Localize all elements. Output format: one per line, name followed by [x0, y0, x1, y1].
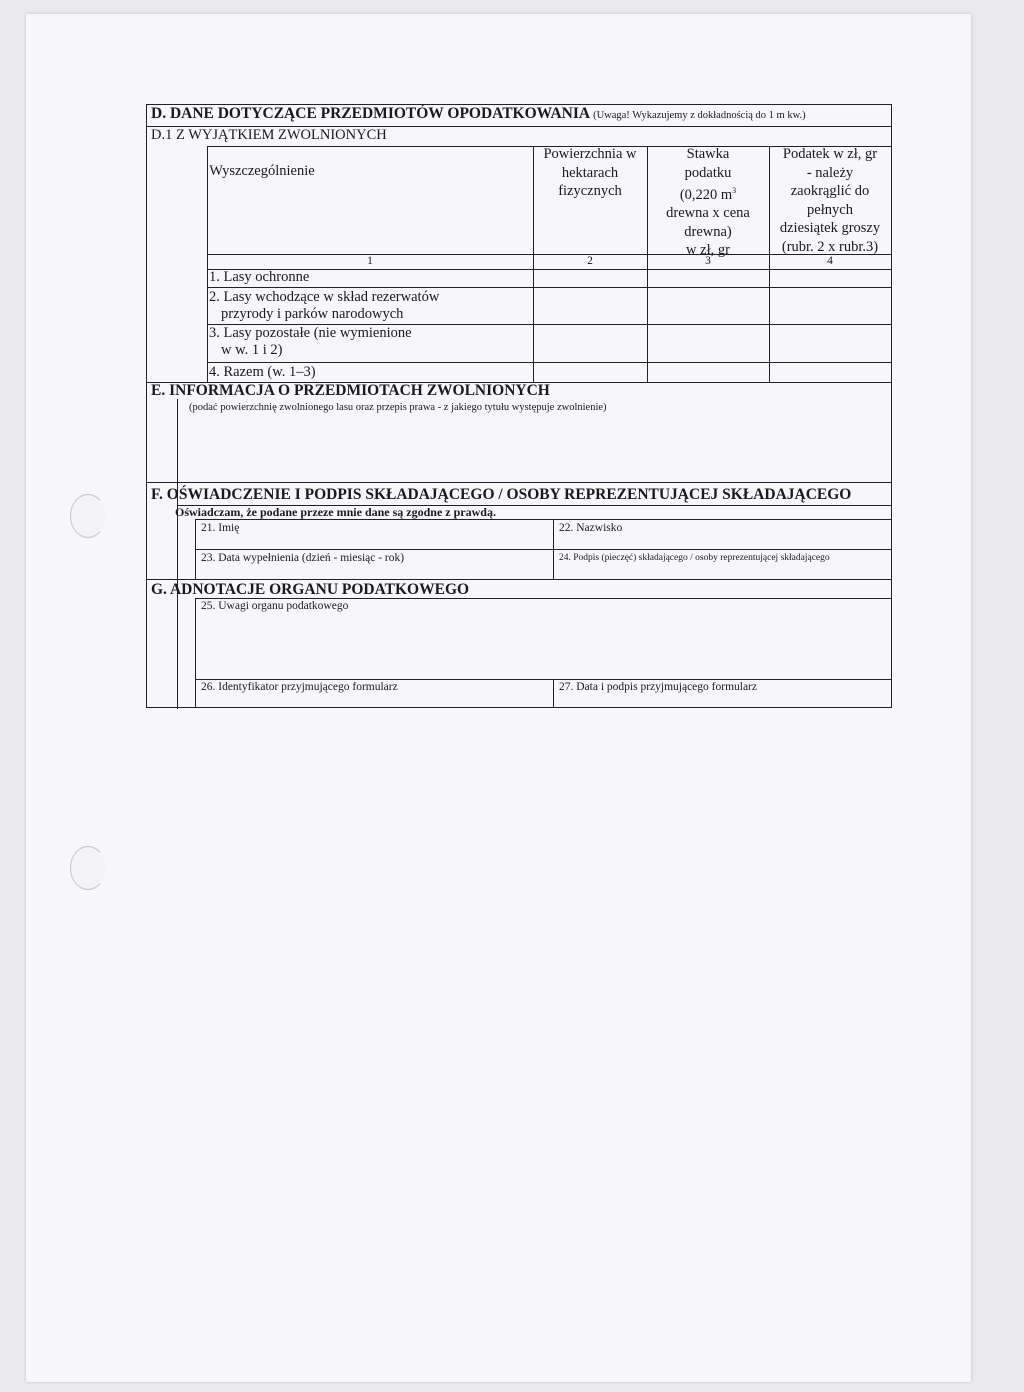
declaration-statement: Oświadczam, że podane przeze mnie dane są zgodne z prawdą.: [175, 505, 496, 519]
area-input-row-2[interactable]: [534, 288, 646, 323]
rate-header-superscript: 3: [732, 186, 737, 195]
authority-remarks-label: 25. Uwagi organu podatkowego: [201, 600, 349, 612]
column-number-2: 2: [587, 255, 593, 267]
table-row-label: 3. Lasy pozostałe (nie wymienione: [209, 325, 412, 341]
tax-input-row-3[interactable]: [770, 325, 890, 361]
column-header-tax: Podatek w zł, gr - należy zaokrąglić do pełnych dziesiątek groszy (rubr. 2 x rubr.3): [779, 146, 881, 255]
section-e-note: (podać powierzchnię zwolnionego lasu oraz przepis prawa - z jakiego tytułu występuje zwolnienie): [189, 402, 607, 413]
section-d-title: D. DANE DOTYCZĄCE PRZEDMIOTÓW OPODATKOWANIA: [151, 105, 590, 122]
column-header-area: Powierzchnia w hektarach fizycznych: [543, 146, 637, 199]
tax-form: [146, 104, 892, 708]
signature-field[interactable]: [555, 565, 889, 578]
tax-input-row-2[interactable]: [770, 288, 890, 323]
tax-input-total[interactable]: [770, 363, 890, 381]
last-name-label: 22. Nazwisko: [559, 522, 623, 534]
rate-header-part-b: drewna x cena drewna) w zł, gr: [666, 205, 750, 259]
rate-input-total[interactable]: [648, 363, 768, 381]
column-number-1: 1: [367, 255, 373, 267]
area-input-row-3[interactable]: [534, 325, 646, 361]
column-header-rate: [647, 145, 769, 260]
column-header-description: Wyszczególnienie: [209, 163, 315, 179]
authority-remarks-field[interactable]: [197, 615, 889, 677]
rate-input-row-2[interactable]: [648, 288, 768, 323]
last-name-field[interactable]: [555, 536, 889, 548]
rate-header-part-a: Stawka podatku (0,220 m: [679, 146, 733, 203]
tax-input-row-1[interactable]: [770, 270, 890, 286]
section-d-header: [151, 105, 806, 123]
receipt-date-label: 27. Data i podpis przyjmującego formularz: [559, 681, 757, 693]
punch-hole: [70, 494, 106, 538]
signature-label: 24. Podpis (pieczęć) składającego / osoby reprezentującej składającego: [559, 553, 830, 563]
first-name-field[interactable]: [197, 536, 551, 548]
punch-hole: [70, 846, 106, 890]
fill-date-label: 23. Data wypełnienia (dzień - miesiąc - rok): [201, 552, 405, 564]
area-input-total[interactable]: [534, 363, 646, 381]
column-number-4: 4: [827, 255, 833, 267]
receiver-id-label: 26. Identyfikator przyjmującego formularz: [201, 681, 398, 693]
section-d1-title: D.1 Z WYJĄTKIEM ZWOLNIONYCH: [151, 127, 387, 143]
table-row-label: 1. Lasy ochronne: [209, 269, 310, 285]
section-d-note: (Uwaga! Wykazujemy z dokładnością do 1 m kw.): [593, 110, 806, 121]
column-number-3: 3: [705, 255, 711, 267]
table-row-label-cont: w w. 1 i 2): [221, 342, 283, 358]
exemption-info-field[interactable]: [179, 417, 889, 481]
fill-date-field[interactable]: [197, 565, 551, 578]
area-input-row-1[interactable]: [534, 270, 646, 286]
table-row-label: 4. Razem (w. 1–3): [209, 364, 316, 380]
table-row-label-cont: przyrody i parków narodowych: [221, 306, 404, 322]
receipt-date-field[interactable]: [555, 695, 889, 707]
section-f-title: F. OŚWIADCZENIE I PODPIS SKŁADAJĄCEGO / OSOBY REPREZENTUJĄCEJ SKŁADAJĄCEGO: [151, 486, 852, 503]
rate-input-row-1[interactable]: [648, 270, 768, 286]
table-row-label: 2. Lasy wchodzące w skład rezerwatów: [209, 289, 440, 305]
rate-input-row-3[interactable]: [648, 325, 768, 361]
section-e-title: E. INFORMACJA O PRZEDMIOTACH ZWOLNIONYCH: [151, 382, 550, 399]
first-name-label: 21. Imię: [201, 522, 240, 534]
section-g-title: G. ADNOTACJE ORGANU PODATKOWEGO: [151, 581, 470, 598]
receiver-id-field[interactable]: [197, 695, 551, 707]
